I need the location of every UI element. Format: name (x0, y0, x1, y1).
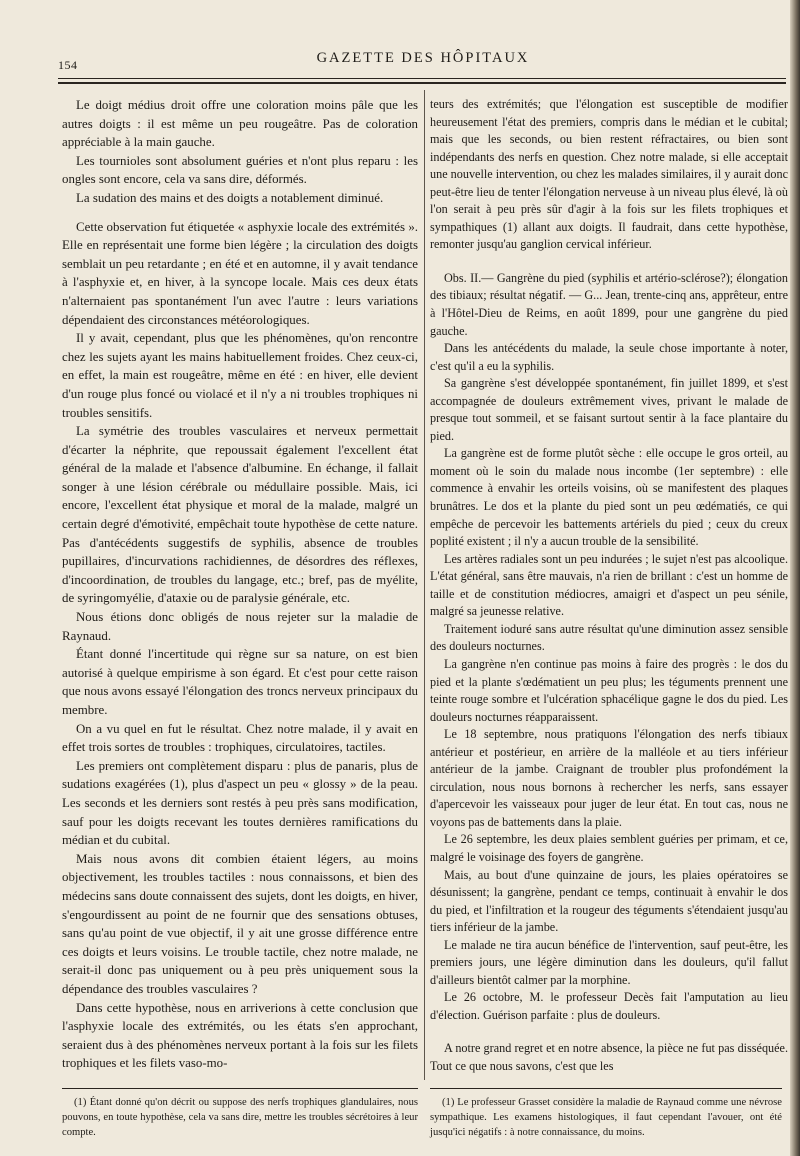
footnote-rule-left (62, 1088, 418, 1089)
paragraph: Le doigt médius droit offre une coloration moins pâle que les autres doigts : il est même un peu rougeâtre. Pas de coloration appréciable à la main gauche. (62, 98, 418, 150)
paragraph: A notre grand regret et en notre absence, la pièce ne fut pas disséquée. Tout ce que nous savons, c'est que les (430, 1041, 788, 1073)
paragraph: La symétrie des troubles vasculaires et nerveux permettait d'écarter la néphrite, que repoussait également l'excellent état général de la malade et l'absence d'albumine. En échange, il fallait songer à une lésion cérébrale ou médullaire possible. Mais, ici encore, l'excellent état physique et moral de la malade, malgré un certain degré d'émotivité, empêchait toute hypothèse de cette nature. Pas d'antécédents suggestifs de syphilis, absence de troubles pupillaires, d'incurvations rachidiennes, de désordres des réflexes, d'incoordination, de troubles du langage, etc.; bref, pas de myélite, de syringomyélie, d'ataxie ou de paralysie générale, etc. (62, 424, 418, 606)
paragraph: Nous étions donc obligés de nous rejeter sur la maladie de Raynaud. (62, 610, 418, 643)
paragraph: Les tournioles sont absolument guéries et n'ont plus reparu : les ongles sont encore, cela va sans dire, déformés. (62, 153, 418, 187)
footnote-text: (1) Étant donné qu'on décrit ou suppose des nerfs trophiques glandulaires, nous pouvons, en toute hypothèse, cela va sans dire, mettre les troubles sécrétoires à leur compte. (62, 1097, 418, 1138)
header-rule (58, 78, 786, 79)
paragraph: La gangrène n'en continue pas moins à faire des progrès : le dos du pied et la plante s'œdématient un peu plus; les téguments prennent une teinte rouge sombre et l'ulcération sphacélique gagne le dos du pied. Les douleurs nocturnes réapparaissent. (430, 656, 788, 724)
observation-heading-paragraph: Obs. II.— Gangrène du pied (syphilis et artério-sclérose?); élongation des tibiaux; résultat négatif. — G... Jean, trente-cinq ans, apprêteur, entre à l'Hôtel-Dieu de Reims, en août 1899, pour une gangrène du pied gauche. (430, 270, 788, 338)
paragraph: Les artères radiales sont un peu indurées ; le sujet n'est pas alcoolique. L'état général, sans être mauvais, n'a rien de brillant : c'est un homme de taille et de constitution médiocres, amaigri et d'aspect un peu sénile, malgré sa jeunesse relative. (430, 551, 788, 619)
paragraph: Dans les antécédents du malade, la seule chose importante à noter, c'est qu'il a eu la syphilis. (430, 341, 788, 373)
footnote-text: (1) Le professeur Grasset considère la maladie de Raynaud comme une névrose sympathique. Les examens histologiques, il faut cependant l'avouer, ont été jusqu'ici négatifs : à notre connaissance, du moins. (430, 1097, 782, 1138)
paragraph: On a vu quel en fut le résultat. Chez notre malade, il y avait en effet trois sortes de troubles : trophiques, circulatoires, tactiles. (62, 721, 418, 755)
paragraph: Le 26 octobre, M. le professeur Decès fait l'amputation au lieu d'élection. Guérison parfaite : plus de douleurs. (430, 990, 788, 1022)
right-column (430, 96, 788, 1076)
paragraph: Étant donné l'incertitude qui règne sur sa nature, on est bien autorisé à quelque empirisme à son égard. Et c'est pour cette raison que nous avons essayé l'élongation des troncs nerveux principaux du membre. (62, 647, 418, 717)
paragraph: Sa gangrène s'est développée spontanément, fin juillet 1899, et s'est accompagnée de douleurs extrêmement vives, privant le malade de presque tout sommeil, et se faisant surtout sentir à la face plantaire du pied. (430, 376, 788, 443)
header-rule-thick (58, 82, 786, 84)
paragraph: Le 26 septembre, les deux plaies semblent guéries per primam, et ce, malgré le voisinage des foyers de gangrène. (430, 832, 788, 864)
paragraph: Il y avait, cependant, plus que les phénomènes, qu'on rencontre chez les sujets ayant les mains habituellement froides. Chez ceux-ci, en effet, la main est rougeâtre, même en été : en hiver, elle devient d'un rouge plus foncé ou violacé et il n'y a ni troubles trophiques ni troubles sensitifs. (62, 331, 418, 420)
footnote-rule-right (430, 1088, 782, 1089)
column-divider (424, 90, 425, 1080)
footnote-right (430, 1095, 782, 1140)
paragraph: Le 18 septembre, nous pratiquons l'élongation des nerfs tibiaux antérieur et postérieur, en arrière de la malléole et au tiers inférieur antérieur de la jambe. Craignant de troubler plus profondément la circulation, nous nous bornons à rechercher les nerfs, sans essayer d'apercevoir les vaisseaux pour juger de leur état. En tout cas, nous ne voyons pas de battements dans la plaie. (430, 727, 788, 829)
paragraph: La sudation des mains et des doigts a notablement diminué. (76, 190, 384, 205)
paragraph: Le malade ne tira aucun bénéfice de l'intervention, sauf peut-être, les premiers jours, une légère diminution dans les douleurs, qu'il fallut d'ailleurs bientôt calmer par la morphine. (430, 937, 788, 987)
page-edge-shadow (790, 0, 800, 1156)
page-number: 154 (58, 58, 78, 72)
paragraph: Cette observation fut étiquetée « asphyxie locale des extrémités ». Elle en représentait une forme bien légère ; la circulation des doigts semblait un peu retardante ; en été et en automne, il y avait tendance à l'asphyxie et, en hiver, à la syncope locale. Mais ces deux états n'alternaient pas spontanément l'un avec l'autre : leurs variations dépendaient des circonstances météorologiques. (62, 219, 418, 327)
paragraph: teurs des extrémités; que l'élongation est susceptible de modifier heureusement l'état des premiers, compris dans le médian et le cubital; mais que les seconds, ou bien restent réfractaires, ou bien sont indépendants des nerfs en question. Chez notre malade, si elle acceptait une nouvelle intervention, ou chez les malades similaires, il y aurait donc peut-être lieu de tenter l'élongation nerveuse à un niveau plus élevé, là où l'on serait à peu près sûr d'agir à la fois sur les filets trophiques et sympathiques (1) allant aux doigts. Il faudrait, dans cette hypothèse, remonter jusqu'au ganglion cervical inférieur. (430, 97, 788, 252)
paragraph: Les premiers ont complètement disparu : plus de panaris, plus de sudations exagérées (1), plus d'aspect un peu « glossy » de la peau. Les seconds et les derniers sont restés à peu près sans modification, sauf pour les doigts recevant les toutes dernières ramifications du médian et du cubital. (62, 758, 418, 848)
paragraph: Mais nous avons dit combien étaient légers, au moins objectivement, les troubles tactiles : nous connaissons, et bien des médecins sans doute connaissent des sujets, dont les doigts, en hiver, s'engourdissent au point de ne fournir que des sensations obtuses, sans qu'au point de vue objectif, il y ait une grosse différence entre ces doigts et leurs voisins. Le trouble tactile, chez notre malade, ne serait-il donc pas uniquement ou à peu près uniquement sous la dépendance des troubles vasculaires ? (62, 851, 418, 996)
paragraph: Traitement ioduré sans autre résultat qu'une diminution assez sensible des douleurs nocturnes. (430, 621, 788, 654)
left-column (62, 96, 418, 1073)
page-header (58, 50, 788, 74)
running-title: GAZETTE DES HÔPITAUX (316, 50, 530, 66)
footnote-left (62, 1095, 418, 1140)
paragraph: Mais, au bout d'une quinzaine de jours, les plaies opératoires se désunissent; la gangrène, pendant ce temps, continuait à envahir le dos du pied, et l'infiltration et la rougeur des téguments s'étendaient jusqu'au tiers inférieur de la jambe. (430, 867, 788, 935)
paragraph: La gangrène est de forme plutôt sèche : elle occupe le gros orteil, au moment où le soin du malade nous incombe (1er septembre) : elle commence à envahir les orteils voisins, où se manifestent des plaques brunâtres. Le dos et la plante du pied sont un peu œdématiés, ce qui empêche de percevoir les battements artériels du pied ; ceux du creux poplité existent ; il n'y a aucun trouble de la sensibilité. (430, 446, 788, 549)
paragraph: Dans cette hypothèse, nous en arriverions à cette conclusion que l'asphyxie locale des extrémités, ou les états s'en approchant, seraient dus à des phénomènes nerveux portant à la fois sur les filets trophiques et les filets vaso-mo- (62, 1000, 418, 1071)
